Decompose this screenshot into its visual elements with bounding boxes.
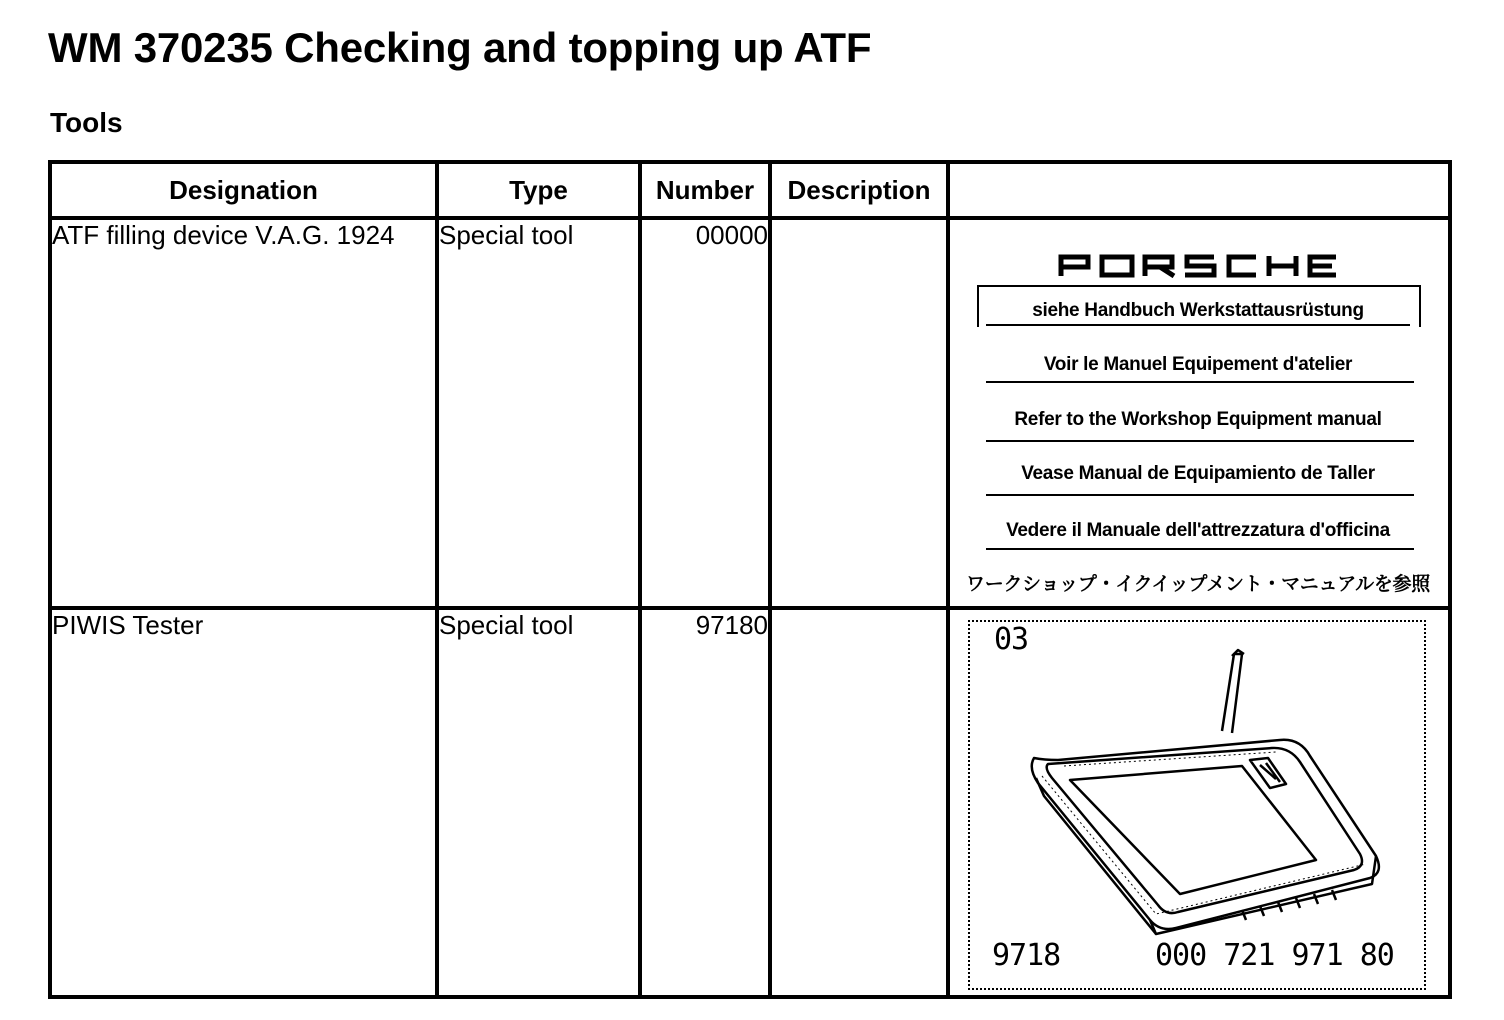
cell-description: [770, 608, 948, 997]
cell-type: Special tool: [437, 608, 640, 997]
header-image: [948, 162, 1450, 218]
workshop-manual-reference-image: [950, 220, 1446, 606]
divider: [986, 494, 1414, 496]
header-number: Number: [640, 162, 770, 218]
page-title: WM 370235 Checking and topping up ATF: [48, 24, 872, 71]
table-row: [50, 608, 1450, 997]
cell-image: [948, 608, 1450, 997]
image-label-top: 03: [994, 622, 1029, 657]
reference-text-ja: ワークショップ・イクイップメント・マニュアルを参照: [966, 574, 1430, 595]
divider: [986, 440, 1414, 442]
cell-number: 00000: [640, 218, 770, 608]
header-type: Type: [437, 162, 640, 218]
image-label-left: 9718: [992, 938, 1061, 973]
reference-text-es: Vease Manual de Equipamiento de Taller: [1021, 463, 1375, 484]
cell-designation: PIWIS Tester: [50, 608, 437, 997]
diagnostic-tablet-icon: [1010, 648, 1390, 938]
cell-image: [948, 218, 1450, 608]
header-designation: Designation: [50, 162, 437, 218]
header-description: Description: [770, 162, 948, 218]
reference-text-fr: Voir le Manuel Equipement d'atelier: [1043, 354, 1353, 375]
piwis-tester-image: [950, 610, 1446, 995]
cell-number: 97180: [640, 608, 770, 997]
reference-text-en: Refer to the Workshop Equipment manual: [1014, 409, 1382, 430]
porsche-logo: [1058, 254, 1338, 278]
tools-table: [48, 160, 1452, 999]
reference-text-it: Vedere il Manuale dell'attrezzatura d'officina: [1006, 520, 1390, 541]
table-header-row: [50, 162, 1450, 218]
section-title-tools: Tools: [50, 107, 123, 138]
image-label-right: 000 721 971 80: [1155, 938, 1394, 973]
cell-description: [770, 218, 948, 608]
table-row: [50, 218, 1450, 608]
divider: [986, 548, 1414, 550]
cell-type: Special tool: [437, 218, 640, 608]
cell-designation: ATF filling device V.A.G. 1924: [50, 218, 437, 608]
divider: [986, 381, 1414, 383]
reference-text-de: siehe Handbuch Werkstattausrüstung: [1032, 300, 1364, 321]
